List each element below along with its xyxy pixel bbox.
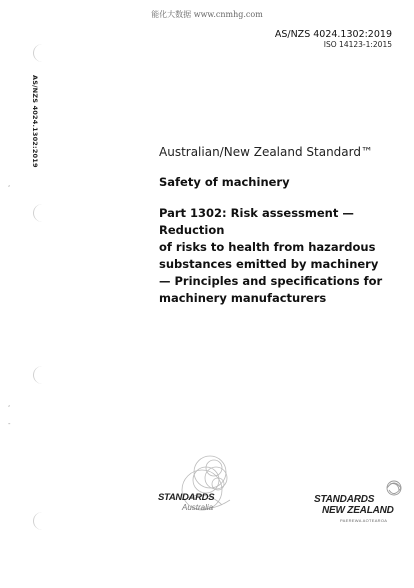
- binder-hole-mark: [33, 204, 52, 222]
- binder-hole-mark: [33, 512, 52, 530]
- binder-hole-mark: [33, 44, 52, 62]
- part-title-line: — Principles and specifications for: [159, 274, 383, 288]
- part-title-line: machinery manufacturers: [159, 291, 327, 305]
- scan-mark: -: [8, 420, 11, 428]
- document-subject: Safety of machinery: [159, 175, 290, 189]
- spine-label: AS/NZS 4024.1302:2019: [31, 75, 39, 168]
- standards-australia-emblem-icon: [152, 450, 252, 525]
- part-title-line: of risks to health from hazardous: [159, 240, 376, 254]
- standards-australia-logo: [152, 450, 252, 525]
- standards-nz-wordmark-line1: STANDARDS: [314, 494, 375, 505]
- part-title-line: Part 1302: Risk assessment — Reduction: [159, 206, 354, 237]
- standards-australia-subtitle: Australia: [182, 503, 214, 512]
- iso-reference: ISO 14123-1:2015: [323, 40, 392, 50]
- standards-nz-wordmark-line2: NEW ZEALAND: [322, 505, 394, 516]
- binder-hole-mark: [33, 366, 52, 384]
- standards-nz-tagline: PAEREWA AOTEAROA: [340, 518, 388, 523]
- part-title: [159, 205, 409, 307]
- part-title-line: substances emitted by machinery: [159, 257, 379, 271]
- standard-designation: [275, 29, 392, 49]
- standard-type-heading: Australian/New Zealand Standard™: [159, 145, 373, 159]
- designation-number: AS/NZS 4024.1302:2019: [274, 29, 392, 40]
- scan-mark: ,: [8, 180, 11, 188]
- scan-mark: ,: [8, 400, 11, 408]
- watermark-text: 能化大数据 www.cnmhg.com: [151, 10, 263, 19]
- standards-new-zealand-logo: [314, 478, 409, 528]
- standards-australia-wordmark: STANDARDS: [158, 492, 215, 503]
